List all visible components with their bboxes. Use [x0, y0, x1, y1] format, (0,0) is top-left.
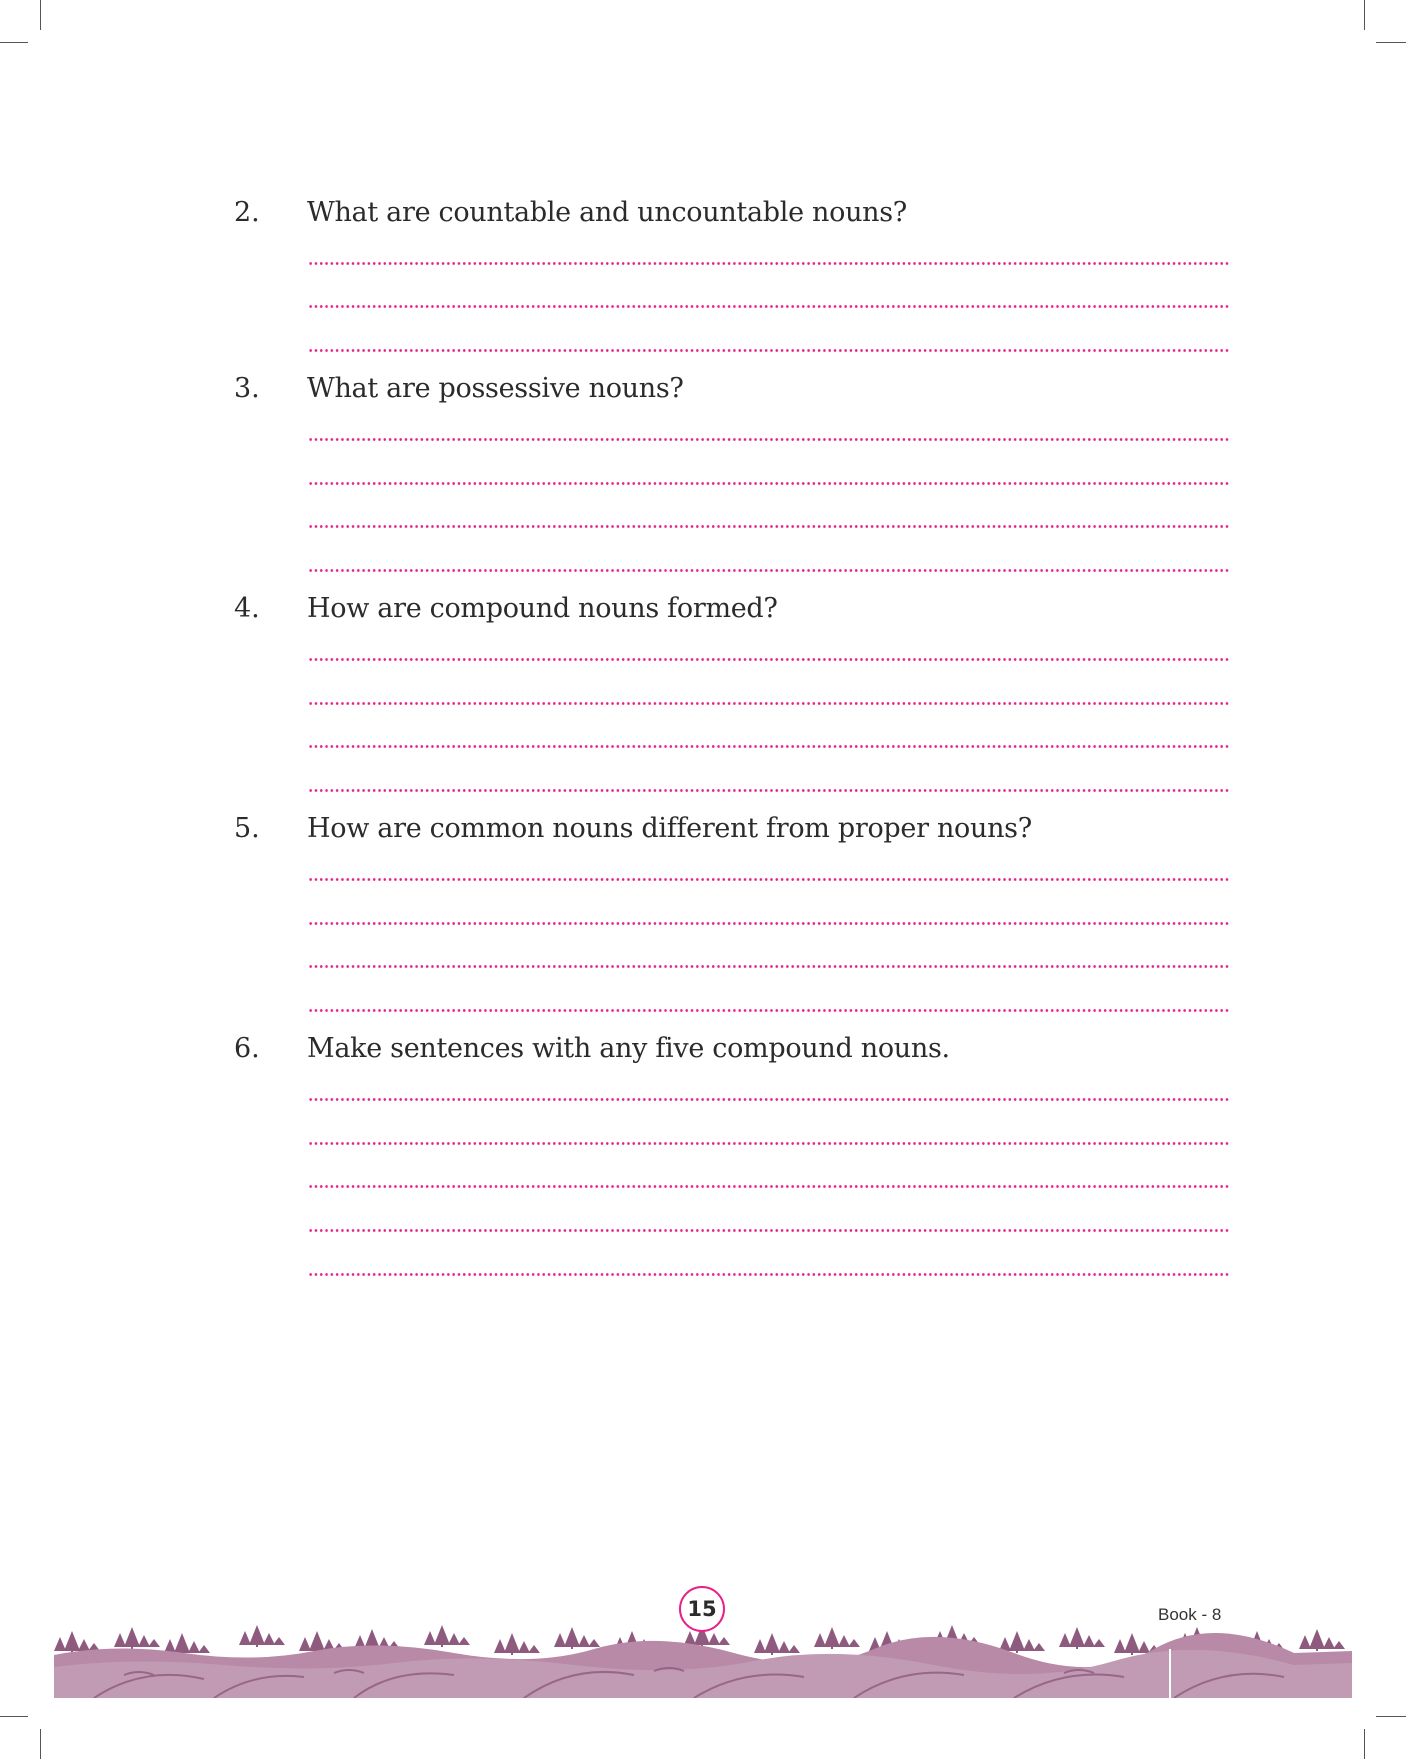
answer-line[interactable] [308, 349, 1230, 352]
answer-line[interactable] [308, 658, 1230, 661]
question-text: Make sentences with any five compound nouns. [307, 1033, 950, 1064]
answer-line[interactable] [308, 525, 1230, 528]
answer-line[interactable] [308, 745, 1230, 748]
answer-line[interactable] [308, 1229, 1230, 1232]
question-number: 5. [234, 813, 260, 844]
crop-mark-bottom-left-v [40, 1729, 41, 1759]
crop-mark-bottom-right-v [1364, 1729, 1365, 1759]
answer-line[interactable] [308, 569, 1230, 572]
crop-mark-top-left-h [0, 42, 28, 43]
book-label: Book - 8 [1158, 1605, 1222, 1624]
answer-line[interactable] [308, 1185, 1230, 1188]
answer-line[interactable] [308, 922, 1230, 925]
page-number-badge: 15 [679, 1586, 725, 1632]
answer-line[interactable] [308, 482, 1230, 485]
answer-line[interactable] [308, 305, 1230, 308]
question-number: 3. [234, 373, 260, 404]
answer-line[interactable] [308, 1273, 1230, 1276]
question-text: What are countable and uncountable nouns? [307, 197, 907, 228]
crop-mark-top-right-v [1364, 0, 1365, 30]
crop-mark-top-right-h [1376, 42, 1406, 43]
answer-line[interactable] [308, 438, 1230, 441]
question-number: 2. [234, 197, 260, 228]
question-text: How are common nouns different from proper nouns? [307, 813, 1032, 844]
answer-line[interactable] [308, 262, 1230, 265]
answer-line[interactable] [308, 789, 1230, 792]
answer-line[interactable] [308, 1098, 1230, 1101]
answer-line[interactable] [308, 702, 1230, 705]
crop-mark-bottom-right-h [1376, 1716, 1406, 1717]
question-text: What are possessive nouns? [307, 373, 684, 404]
question-number: 6. [234, 1033, 260, 1064]
question-text: How are compound nouns formed? [307, 593, 778, 624]
question-number: 4. [234, 593, 260, 624]
answer-line[interactable] [308, 878, 1230, 881]
crop-mark-top-left-v [40, 0, 41, 30]
answer-line[interactable] [308, 1142, 1230, 1145]
crop-mark-bottom-left-h [0, 1716, 28, 1717]
answer-line[interactable] [308, 965, 1230, 968]
answer-line[interactable] [308, 1009, 1230, 1012]
